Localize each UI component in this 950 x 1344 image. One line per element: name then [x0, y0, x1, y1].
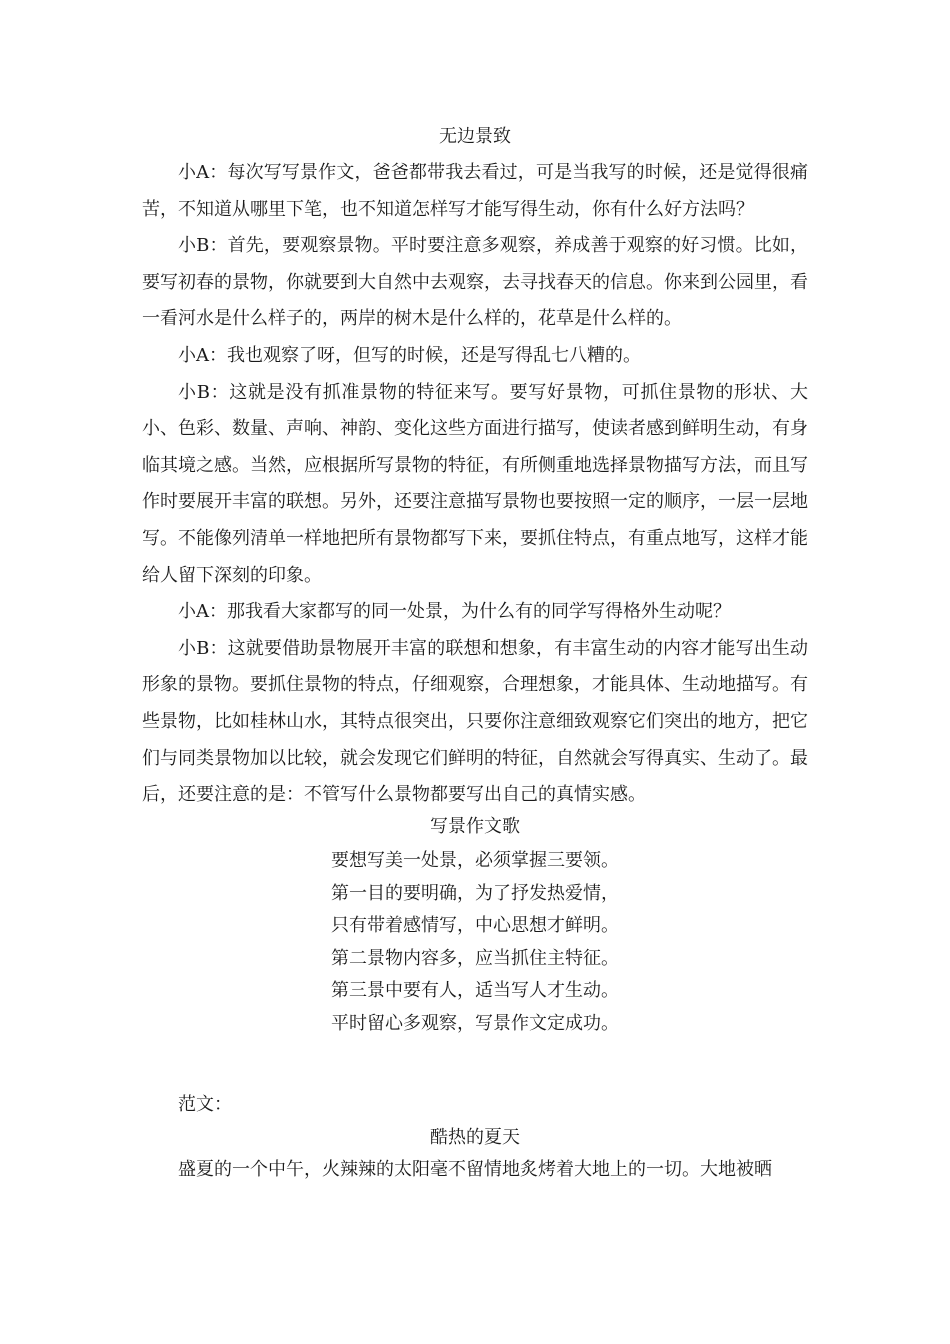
dialogue-paragraph: 小B：这就要借助景物展开丰富的联想和想象，有丰富生动的内容才能写出生动形象的景物。要抓住景物的特点，仔细观察，合理想象，才能具体、生动地描写。有些景物，比如桂林山水，其特点很突出，只要你注意细致观察它们突出的地方，把它们与同类景物加以比较，就会发现它们鲜明的特征，自然就会写得真实、生动了。最后，还要注意的是：不管写什么景物都要写出自己的真情实感。 [142, 637, 808, 806]
example-label: 范文： [178, 1094, 232, 1115]
dialogue-section [142, 155, 808, 814]
example-paragraph: 盛夏的一个中午，火辣辣的太阳毫不留情地炙烤着大地上的一切。大地被晒 [178, 1159, 772, 1180]
poem-line: 第三景中要有人，适当写人才生动。 [331, 980, 619, 1002]
poem-line: 只有带着感情写，中心思想才鲜明。 [331, 915, 619, 937]
poem-title: 写景作文歌 [430, 816, 520, 837]
dialogue-paragraph: 小A：那我看大家都写的同一处景，为什么有的同学写得格外生动呢？ [178, 601, 731, 623]
document-title: 无边景致 [439, 126, 511, 147]
example-title: 酷热的夏天 [430, 1127, 520, 1148]
poem-line: 第一目的要明确，为了抒发热爱情， [331, 882, 619, 904]
dialogue-paragraph: 小A：我也观察了呀，但写的时候，还是写得乱七八糟的。 [178, 344, 641, 366]
poem-line: 平时留心多观察，写景作文定成功。 [331, 1012, 619, 1034]
poem-line: 要想写美一处景，必须掌握三要领。 [331, 850, 619, 871]
poem-line: 第二景物内容多，应当抓住主特征。 [331, 947, 619, 969]
example-section [142, 1152, 808, 1189]
dialogue-paragraph: 小B：这就是没有抓准景物的特征来写。要写好景物，可抓住景物的形状、大小、色彩、数量、声响、神韵、变化这些方面进行描写，使读者感到鲜明生动，有身临其境之感。当然，应根据所写景物的特征，有所侧重地选择景物描写方法，而且写作时要展开丰富的联想。另外，还要注意描写景物也要按照一定的顺序，一层一层地写。不能像列清单一样地把所有景物都写下来，要抓住特点，有重点地写，这样才能给人留下深刻的印象。 [142, 381, 808, 586]
poem-body [0, 845, 950, 1041]
dialogue-paragraph: 小B：首先，要观察景物。平时要注意多观察，养成善于观察的好习惯。比如，要写初春的景物，你就要到大自然中去观察，去寻找春天的信息。你来到公园里，看一看河水是什么样子的，两岸的树木是什么样的，花草是什么样的。 [142, 235, 808, 330]
dialogue-paragraph: 小A：每次写写景作文，爸爸都带我去看过，可是当我写的时候，还是觉得很痛苦，不知道从哪里下笔，也不知道怎样写才能写得生动，你有什么好方法吗？ [142, 162, 808, 220]
